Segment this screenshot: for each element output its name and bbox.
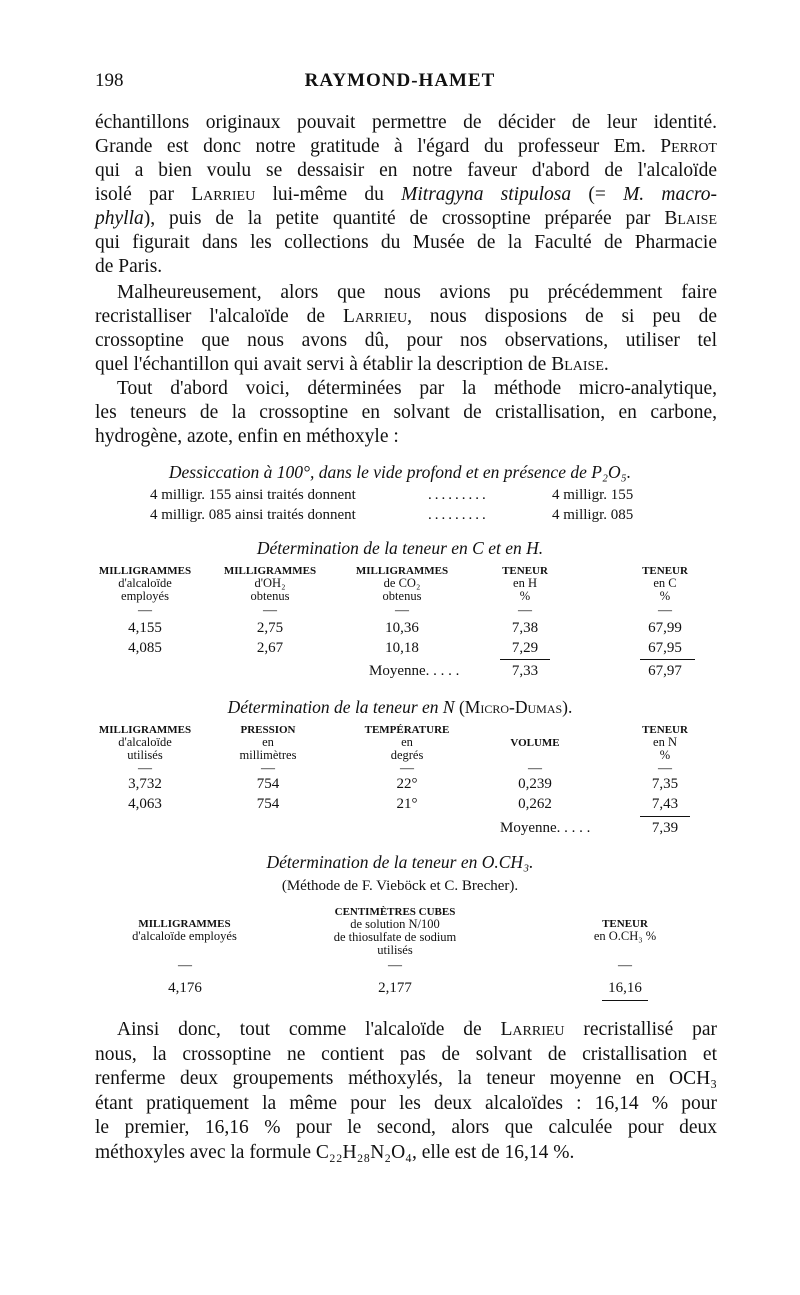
text-line: crossoptine que nous avons dû, pour nos observations, utiliser tel: [95, 330, 717, 351]
column-header: MILLIGRAMMES d'alcaloïde utilisés: [98, 724, 192, 762]
text-line: Tout d'abord voici, déterminées par la méthode micro-analytique,: [117, 378, 717, 399]
table-cell: 22°: [396, 776, 418, 792]
sum-rule: [640, 659, 695, 660]
column-header: CENTIMÈTRES CUBES de solution N/100 de thiosulfate de sodium utilisés: [333, 906, 457, 957]
column-header: VOLUME: [510, 737, 560, 749]
column-header: TEMPÉRATURE en degrés: [364, 724, 450, 762]
table-cell: 754: [256, 776, 280, 792]
table-cell: 2,75: [256, 620, 284, 636]
table-cell: 7,38: [511, 620, 539, 636]
table-cell: 3,732: [128, 776, 162, 792]
text-line: Grande est donc notre gratitude à l'égard du professeur Em. Perrot: [95, 136, 717, 157]
table-och3-caption: Détermination de la teneur en O.CH₃.: [266, 852, 534, 872]
column-header: MILLIGRAMMES d'alcaloïde employés: [132, 918, 237, 943]
text-line: Ainsi donc, tout comme l'alcaloïde de Larrieu recristallisé par: [117, 1019, 717, 1040]
column-dash: —: [658, 603, 672, 618]
table-ch-caption: Détermination de la teneur en C et en H.: [256, 538, 544, 558]
text-line: qui figurait dans les collections du Musée de la Faculté de Pharmacie: [95, 232, 717, 253]
table-cell: 4,155: [128, 620, 162, 636]
table-cell: 67,99: [648, 620, 682, 636]
sum-rule: [500, 659, 550, 660]
column-dash: —: [518, 603, 532, 618]
table-cell: 21°: [396, 796, 418, 812]
column-dash: —: [138, 603, 152, 618]
mean-label: Moyenne. . . . .: [369, 663, 460, 679]
table-cell: 7,35: [651, 776, 679, 792]
paragraph-2: [95, 281, 717, 377]
column-header: TENEUR en O.CH₃ %: [593, 918, 657, 943]
leader-dots: .........: [428, 507, 489, 523]
table-cell: 4,176: [168, 980, 202, 996]
table-cell: 0,239: [518, 776, 552, 792]
table-cell: 4,063: [128, 796, 162, 812]
table-cell: 16,16: [608, 980, 642, 996]
column-dash: —: [178, 958, 192, 973]
table-cell: 10,36: [385, 620, 419, 636]
column-header: MILLIGRAMMES d'OH₂ obtenus: [223, 565, 317, 603]
column-header: MILLIGRAMMES de CO₂ obtenus: [355, 565, 449, 603]
column-dash: —: [658, 761, 672, 776]
text-line: Malheureusement, alors que nous avions pu précédemment faire: [117, 282, 717, 303]
column-dash: —: [528, 761, 542, 776]
text-line: les teneurs de la crossoptine en solvant de cristallisation, en carbone,: [95, 402, 717, 423]
paragraph-4: [95, 1018, 717, 1165]
column-header: TENEUR en H %: [502, 565, 548, 603]
table-n-caption: Détermination de la teneur en N (Micro-Dumas).: [227, 697, 573, 717]
table-och3-method: (Méthode de F. Vieböck et C. Brecher).: [281, 878, 519, 894]
text-line: étant pratiquement la même pour les deux alcaloïdes : 16,14 % pour: [95, 1092, 717, 1114]
dessiccation-row-left: 4 milligr. 085 ainsi traités donnent: [150, 507, 356, 523]
sum-rule: [602, 1000, 648, 1001]
table-cell: 7,29: [511, 640, 539, 656]
running-title: RAYMOND-HAMET: [304, 70, 496, 91]
table-cell: 4,085: [128, 640, 162, 656]
leader-dots: .........: [428, 487, 489, 503]
text-line: quel l'échantillon qui avait servi à établir la description de Blaise.: [95, 354, 609, 375]
text-line: qui a bien voulu se dessaisir en notre faveur d'abord de l'alcaloïde: [95, 160, 717, 181]
paragraph-3: [95, 377, 717, 449]
column-header: TENEUR en N %: [642, 724, 688, 762]
mean-h-value: 7,33: [511, 663, 539, 679]
page-number: 198: [95, 70, 124, 91]
text-line: recristalliser l'alcaloïde de Larrieu, nous disposions de si peu de: [95, 306, 717, 327]
text-line: isolé par Larrieu lui-même du Mitragyna stipulosa (= M. macro-: [95, 184, 718, 205]
column-dash: —: [618, 958, 632, 973]
dessiccation-row-left: 4 milligr. 155 ainsi traités donnent: [150, 487, 356, 503]
text-line: nous, la crossoptine ne contient pas de solvant de cristallisation et: [95, 1043, 717, 1065]
table-cell: 7,43: [651, 796, 679, 812]
mean-c-value: 67,97: [648, 663, 682, 679]
paragraph-1: [95, 111, 717, 279]
text-line: de Paris.: [95, 256, 163, 277]
dessiccation-caption: Dessiccation à 100°, dans le vide profond et en présence de P₂O₅.: [168, 462, 632, 482]
table-cell: 67,95: [648, 640, 682, 656]
column-header: PRESSION en millimètres: [239, 724, 297, 762]
column-dash: —: [138, 761, 152, 776]
column-dash: —: [261, 761, 275, 776]
dessiccation-row-right: 4 milligr. 155: [552, 487, 634, 503]
column-header: TENEUR en C %: [642, 565, 688, 603]
column-header: MILLIGRAMMES d'alcaloïde employés: [98, 565, 192, 603]
text-line: renferme deux groupements méthoxylés, la teneur moyenne en OCH₃: [95, 1068, 717, 1089]
column-dash: —: [388, 958, 402, 973]
mean-n-value: 7,39: [651, 820, 679, 836]
text-line: échantillons originaux pouvait permettre de décider de leur identité.: [95, 112, 717, 133]
table-cell: 2,177: [378, 980, 412, 996]
column-dash: —: [395, 603, 409, 618]
table-cell: 10,18: [385, 640, 419, 656]
column-dash: —: [400, 761, 414, 776]
text-line: méthoxyles avec la formule C₂₂H₂₈N₂O₄, elle est de 16,14 %.: [95, 1141, 575, 1163]
text-line: phylla), puis de la petite quantité de crossoptine préparée par Blaise: [95, 208, 717, 229]
table-cell: 0,262: [518, 796, 552, 812]
mean-label: Moyenne. . . . .: [500, 820, 591, 836]
dessiccation-row-right: 4 milligr. 085: [552, 507, 634, 523]
sum-rule: [640, 816, 690, 817]
text-line: hydrogène, azote, enfin en méthoxyle :: [95, 426, 399, 447]
table-cell: 2,67: [256, 640, 284, 656]
column-dash: —: [263, 603, 277, 618]
table-cell: 754: [256, 796, 280, 812]
text-line: le premier, 16,16 % pour le second, alors que calculée pour deux: [95, 1117, 717, 1138]
